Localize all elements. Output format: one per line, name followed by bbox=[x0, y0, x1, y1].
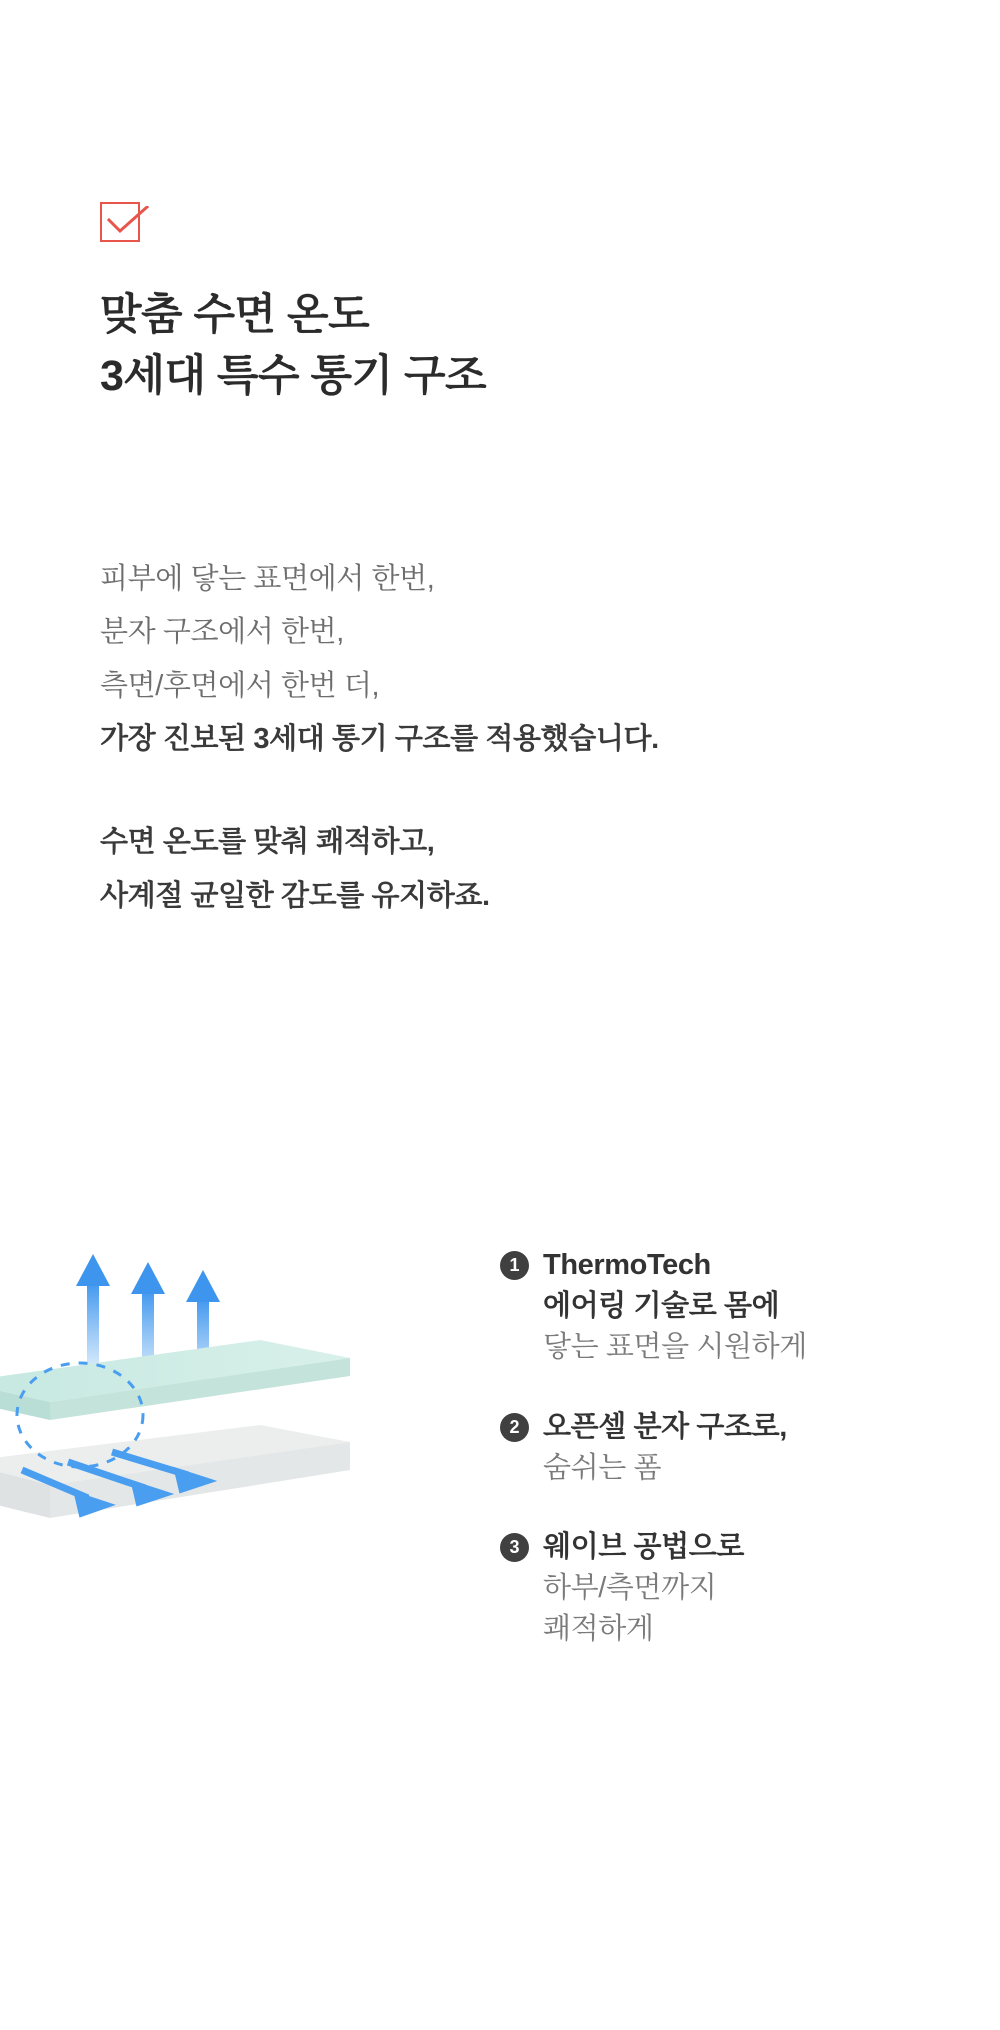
body-line-5: 수면 온도를 맞춰 쾌적하고, bbox=[100, 826, 435, 859]
list-item bbox=[500, 1245, 970, 1369]
feature-1-line-2: 에어링 기술로 몸에 bbox=[543, 1290, 780, 1323]
upper-cooling-layer bbox=[0, 1340, 350, 1420]
body-copy bbox=[100, 553, 950, 923]
feature-3-line-3: 쾌적하게 bbox=[543, 1613, 654, 1646]
feature-3-line-2: 하부/측면까지 bbox=[543, 1572, 717, 1605]
feature-number-badge: 1 bbox=[500, 1251, 529, 1280]
feature-number-badge: 2 bbox=[500, 1413, 529, 1442]
feature-text bbox=[543, 1245, 807, 1369]
headline-line-1: 맞춤 수면 온도 bbox=[100, 291, 370, 339]
body-line-6: 사계절 균일한 감도를 유지하죠. bbox=[100, 879, 490, 912]
body-line-3: 측면/후면에서 한번 더, bbox=[100, 669, 380, 702]
checkbox-check-icon bbox=[100, 198, 148, 246]
feature-1-line-1: ThermoTech bbox=[543, 1249, 711, 1281]
feature-text bbox=[543, 1527, 744, 1651]
feature-1-line-3: 닿는 표면을 시원하게 bbox=[543, 1331, 807, 1364]
page-title bbox=[100, 285, 920, 407]
body-line-4: 가장 진보된 3세대 통기 구조를 적용했습니다. bbox=[100, 723, 659, 756]
list-item bbox=[500, 1527, 970, 1651]
body-line-1: 피부에 닿는 표면에서 한번, bbox=[100, 563, 435, 595]
feature-2-line-1: 오픈셀 분자 구조로, bbox=[543, 1410, 787, 1443]
feature-list bbox=[500, 1245, 970, 1688]
feature-number-badge: 3 bbox=[500, 1533, 529, 1562]
body-line-2: 분자 구조에서 한번, bbox=[100, 616, 344, 649]
body-spacer bbox=[100, 766, 950, 816]
check-mark-icon bbox=[107, 206, 149, 236]
feature-2-line-2: 숨쉬는 폼 bbox=[543, 1451, 662, 1484]
list-item bbox=[500, 1407, 970, 1489]
headline-line-2: 3세대 특수 통기 구조 bbox=[100, 352, 487, 401]
airflow-illustration bbox=[0, 1230, 440, 1610]
feature-3-line-1: 웨이브 공법으로 bbox=[543, 1530, 744, 1563]
feature-text bbox=[543, 1407, 787, 1489]
